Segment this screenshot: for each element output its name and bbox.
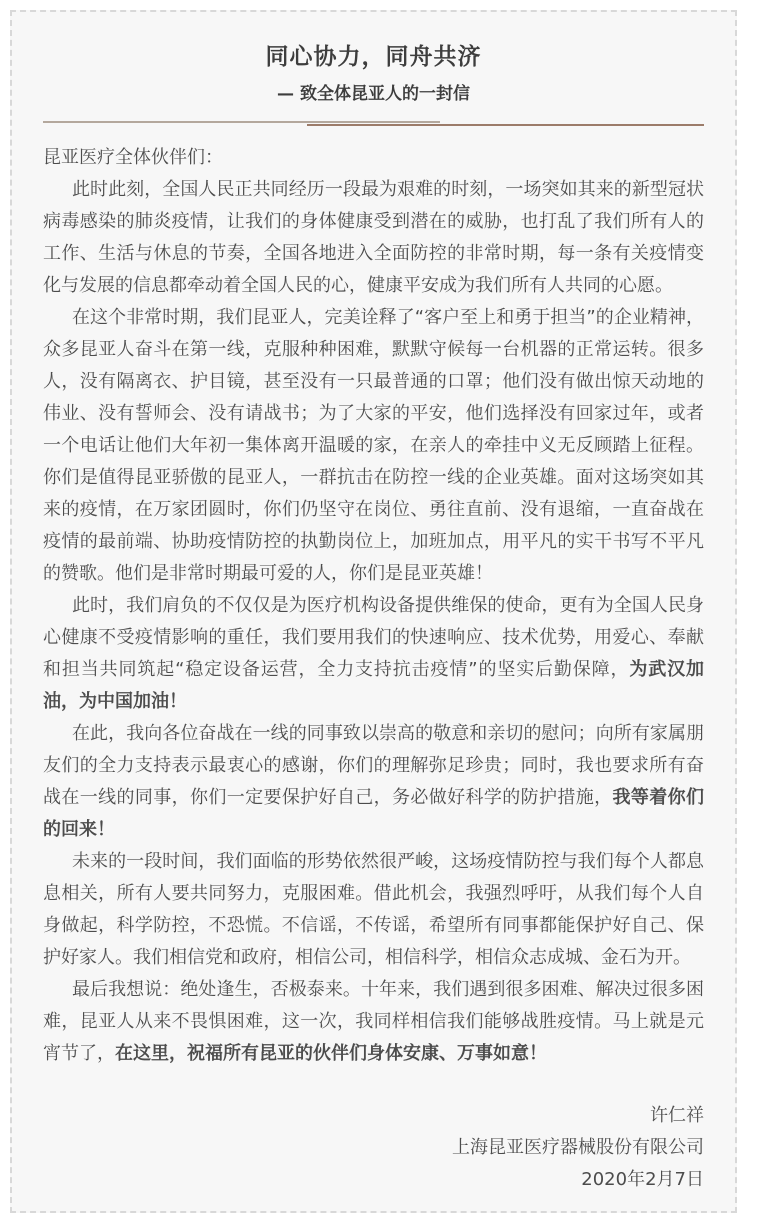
- paragraph-text: 此时，我们肩负的不仅仅是为医疗机构设备提供维保的使命，更有为全国人民身心健康不受疫情影响的重任，我们要用我们的快速响应、技术优势，用爱心、奉献和担当共同筑起“稳定设备运营，全力支持抗击疫情”的坚实后勤保障，: [43, 595, 704, 680]
- paragraph-text: 未来的一段时间，我们面临的形势依然很严峻，这场疫情防控与我们每个人都息息相关，所有人要共同努力，克服困难。借此机会，我强烈呼吁，从我们每个人自身做起，科学防控，不恐慌。不信谣，不传谣，希望所有同事都能保护好自己、保护好家人。我们相信党和政府，相信公司，相信科学，相信众志成城、金石为开。: [43, 851, 704, 968]
- paragraph-bold-text: 在这里，祝福所有昆亚的伙伴们身体安康、万事如意！: [115, 1043, 547, 1064]
- letter-paragraph: [43, 718, 704, 846]
- divider-line-light: [43, 121, 440, 123]
- letter-paragraph: [43, 846, 704, 974]
- title-divider: [43, 120, 704, 128]
- signature-block: [43, 1100, 704, 1196]
- paragraph-text: 在此，我向各位奋战在一线的同事致以崇高的敬意和亲切的慰问；向所有家属朋友们的全力支持表示最衷心的感谢，你们的理解弥足珍贵；同时，我也要求所有奋战在一线的同事，你们一定要保护好自己，务必做好科学的防护措施，: [43, 723, 704, 808]
- letter-date: 2020年2月7日: [581, 1169, 704, 1190]
- letter-body: [43, 142, 704, 1070]
- divider-line-dark: [307, 124, 704, 126]
- letter-subtitle: — 致全体昆亚人的一封信: [277, 84, 470, 104]
- letter-title: 同心协力，同舟共济: [265, 44, 482, 70]
- paragraph-list: [43, 174, 704, 1070]
- letter-paragraph: [43, 974, 704, 1070]
- salutation: 昆亚医疗全体伙伴们：: [43, 147, 223, 168]
- paragraph-text: 最后我想说：绝处逢生，否极泰来。十年来，我们遇到很多困难、解决过很多困难，昆亚人从来不畏惧困难，这一次，我同样相信我们能够战胜疫情。马上就是元宵节了，: [43, 979, 704, 1064]
- letter-paragraph: [43, 174, 704, 302]
- letter-sheet: [10, 10, 737, 1213]
- company-name: 上海昆亚医疗器械股份有限公司: [452, 1137, 704, 1158]
- letter-paragraph: [43, 590, 704, 718]
- paragraph-text: 在这个非常时期，我们昆亚人，完美诠释了“客户至上和勇于担当”的企业精神，众多昆亚人奋斗在第一线，克服种种困难，默默守候每一台机器的正常运转。很多人，没有隔离衣、护目镜，甚至没有一只最普通的口罩；他们没有做出惊天动地的伟业、没有誓师会、没有请战书；为了大家的平安，他们选择没有回家过年，或者一个电话让他们大年初一集体离开温暖的家，在亲人的牵挂中义无反顾踏上征程。你们是值得昆亚骄傲的昆亚人，一群抗击在防控一线的企业英雄。面对这场突如其来的疫情，在万家团圆时，你们仍坚守在岗位、勇往直前、没有退缩，一直奋战在疫情的最前端、协助疫情防控的执勤岗位上，加班加点，用平凡的实干书写不平凡的赞歌。他们是非常时期最可爱的人，你们是昆亚英雄！: [43, 307, 704, 584]
- paragraph-text: 此时此刻，全国人民正共同经历一段最为艰难的时刻，一场突如其来的新型冠状病毒感染的肺炎疫情，让我们的身体健康受到潜在的威胁，也打乱了我们所有人的工作、生活与休息的节奏，全国各地进入全面防控的非常时期，每一条有关疫情变化与发展的信息都牵动着全国人民的心，健康平安成为我们所有人共同的心愿。: [43, 179, 704, 296]
- signer-name: 许仁祥: [650, 1105, 704, 1126]
- paragraph-bold-text: 为武汉加油，为中国加油！: [43, 659, 704, 712]
- letter-paragraph: [43, 302, 704, 590]
- paragraph-bold-text: 我等着你们的回来！: [43, 787, 705, 840]
